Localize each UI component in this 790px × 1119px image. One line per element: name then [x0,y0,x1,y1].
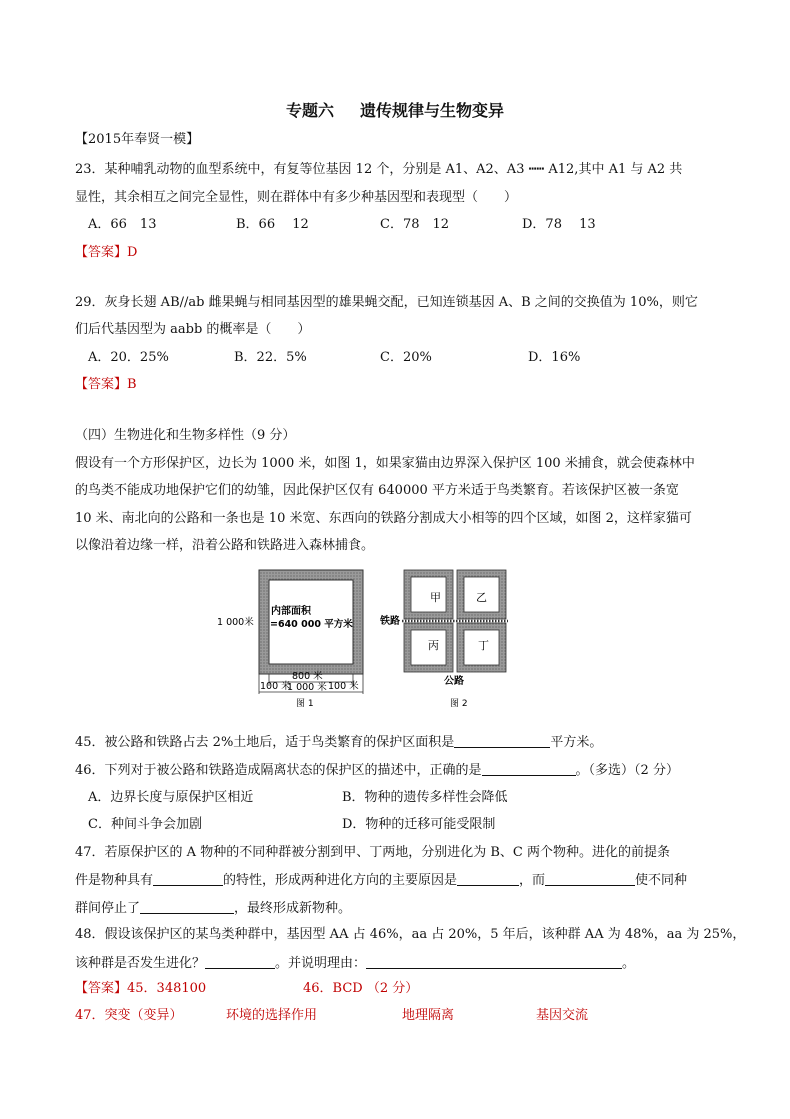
figure-1-caption: 图 1 [296,699,314,709]
q46-option-b: B．物种的遗传多样性会降低 [342,790,508,805]
figure-2 [378,566,518,712]
region-label: 丙 [428,639,439,652]
q29-option-b: B．22．5% [234,350,307,365]
inner-width-label: 800 米 [292,671,323,682]
q46-option-a: A．边界长度与原保护区相近 [88,790,254,805]
q47-blank-2[interactable] [457,872,519,886]
q45-text [75,734,602,751]
q47-text: 群间停止了 [75,901,141,916]
q46-option-c: C．种间斗争会加剧 [88,817,202,832]
q48-line2 [75,955,635,972]
q48-line1: 48．假设该保护区的某鸟类种群中，基因型 AA 占 46%，aa 占 20%，5 年后，该种群 AA 为 48%，aa 为 25%， [75,927,746,942]
q29-option-d: D．16% [528,350,581,365]
right-margin-label: 100 米 [328,681,359,692]
q46-text [75,762,679,779]
page-title [0,98,790,121]
q47-text: ，最终形成新物种。 [234,901,352,916]
q23-answer: 【答案】D [75,245,138,260]
q47-text: 的特性，形成两种进化方向的主要原因是 [223,873,458,888]
section-para-line: 假设有一个方形保护区，边长为 1000 米，如图 1，如果家猫由边界深入保护区 100 米捕食，就会使森林中 [75,456,695,471]
answer-45: 【答案】45．348100 [75,981,207,996]
q47-line3 [75,900,351,917]
answer-47-1: 47．突变（变异） [75,1008,183,1023]
inner-area-label: 内部面积 [271,606,311,617]
q47-blank-4[interactable] [140,900,234,914]
q29-line1: 29．灰身长翅 AB//ab 雌果蝇与相同基因型的雄果蝇交配，已知连锁基因 A、B 之间的交换值为 10%，则它 [75,295,698,310]
title-subject: 遗传规律与生物变异 [360,101,505,120]
q23-option-b: B．66 12 [236,217,309,232]
q47-text: 件是物种具有 [75,873,154,888]
q46-option-d: D．物种的迁移可能受限制 [342,817,496,832]
q23-line2: 显性，其余相互之间完全显性，则在群体中有多少种基因型和表现型（ ） [75,190,518,205]
q23-option-a: A．66 13 [88,217,157,232]
q23-line1: 23．某种哺乳动物的血型系统中，有复等位基因 12 个，分别是 A1、A2、A3 ┅┅ A12,其中 A1 与 A2 共 [75,162,683,177]
q29-answer: 【答案】B [75,377,137,392]
q23-option-d: D．78 13 [522,217,596,232]
q45-prompt: 45．被公路和铁路占去 2%土地后，适于鸟类繁育的保护区面积是 [75,735,455,750]
figure-2-caption: 图 2 [450,699,468,709]
region-label: 丁 [478,639,489,652]
q47-line2 [75,872,687,889]
q48-text: 该种群是否发生进化？ [75,956,206,971]
q46-prompt: 46．下列对于被公路和铁路造成隔离状态的保护区的描述中，正确的是 [75,763,482,778]
section-para-line: 10 米、南北向的公路和一条也是 10 米宽、东西向的铁路分割成大小相等的四个区域，如图 2，这样家猫可 [75,511,692,526]
q47-text: ，而 [519,873,546,888]
q46-blank[interactable] [482,762,576,776]
total-width-label: 1 000 米 [287,682,327,693]
railway-label: 铁路 [380,616,400,627]
q48-text: 。并说明理由： [275,956,367,971]
q47-blank-1[interactable] [153,872,223,886]
inner-area-value: =640 000 平方米 [270,619,353,630]
q29-option-c: C．20% [380,350,432,365]
q48-blank-2[interactable] [366,955,622,969]
answer-46: 46．BCD （2 分） [303,981,419,996]
figure-1 [215,566,375,712]
q29-option-a: A．20．25% [88,350,169,365]
q23-option-c: C．78 12 [380,217,450,232]
answer-47-4: 基因交流 [536,1008,589,1023]
section-heading: （四）生物进化和生物多样性（9 分） [75,428,296,443]
section-para-line: 以像沿着边缘一样，沿着公路和铁路进入森林捕食。 [75,538,375,553]
answer-47-3: 地理隔离 [402,1008,455,1023]
q47-blank-3[interactable] [545,872,635,886]
title-topic: 专题六 [285,101,334,120]
q45-blank[interactable] [454,734,550,748]
region-label: 甲 [430,591,441,604]
q45-unit: 平方米。 [550,735,603,750]
q46-suffix: 。（多选）（2 分） [575,763,679,778]
q48-blank-1[interactable] [205,955,275,969]
section-para-line: 的鸟类不能成功地保护它们的幼雏，因此保护区仅有 640000 平方米适于鸟类繁育。若该保护区被一条宽 [75,483,679,498]
q47-line1: 47．若原保护区的 A 物种的不同种群被分割到甲、丁两地，分别进化为 B、C 两个物种。进化的前提条 [75,845,670,860]
q47-text: 使不同种 [635,873,688,888]
side-length-label: 1 000米 [217,617,254,628]
source-tag: 【2015年奉贤一模】 [75,132,200,147]
q48-text: 。 [622,956,636,971]
region-label: 乙 [476,591,487,604]
answer-47-2: 环境的选择作用 [226,1008,318,1023]
q29-line2: 们后代基因型为 aabb 的概率是（ ） [75,322,311,337]
road-label: 公路 [444,676,464,687]
left-margin-label: 100 米 [260,681,291,692]
